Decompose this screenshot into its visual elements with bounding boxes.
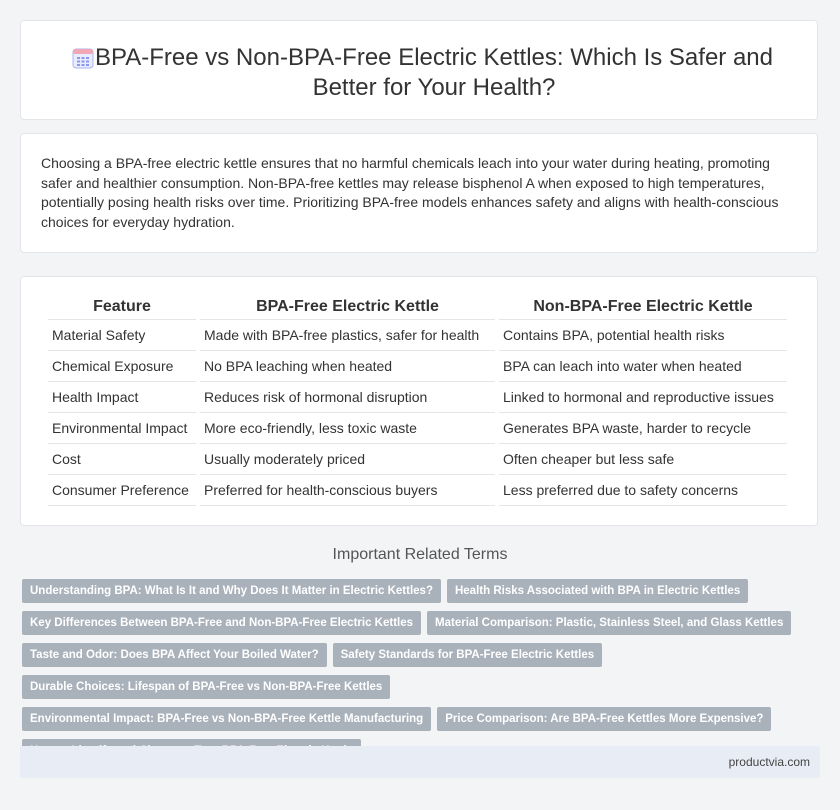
- non-bpa-free-cell: Contains BPA, potential health risks: [499, 320, 787, 351]
- related-terms-heading: Important Related Terms: [332, 546, 508, 563]
- table-row: [48, 475, 787, 506]
- feature-cell: Cost: [48, 444, 196, 475]
- related-term-tag[interactable]: Safety Standards for BPA-Free Electric Kettles: [333, 643, 603, 667]
- footer-bar: [20, 746, 820, 778]
- intro-paragraph: Choosing a BPA-free electric kettle ensures that no harmful chemicals leach into your water during heating, promoting safer and healthier consumption. Non-BPA-free kettles may release bisphenol A when exposed to high temperatures, potentially posing health risks over time. Prioritizing BPA-free models enhances safety and aligns with health-conscious choices for everyday hydration.: [41, 155, 779, 230]
- comparison-card: [20, 276, 818, 526]
- related-term-tag[interactable]: Environmental Impact: BPA-Free vs Non-BPA-Free Kettle Manufacturing: [22, 707, 431, 731]
- related-term-tag[interactable]: Key Differences Between BPA-Free and Non-BPA-Free Electric Kettles: [22, 611, 421, 635]
- related-term-tag[interactable]: Understanding BPA: What Is It and Why Does It Matter in Electric Kettles?: [22, 579, 441, 603]
- related-term-tag[interactable]: Health Risks Associated with BPA in Electric Kettles: [447, 579, 748, 603]
- bpa-free-cell: Usually moderately priced: [200, 444, 495, 475]
- footer-site-link[interactable]: productvia.com: [728, 755, 810, 769]
- non-bpa-free-cell: BPA can leach into water when heated: [499, 351, 787, 382]
- bpa-free-cell: Reduces risk of hormonal disruption: [200, 382, 495, 413]
- non-bpa-free-cell: Often cheaper but less safe: [499, 444, 787, 475]
- feature-cell: Chemical Exposure: [48, 351, 196, 382]
- feature-cell: Consumer Preference: [48, 475, 196, 506]
- related-term-tag[interactable]: Durable Choices: Lifespan of BPA-Free vs Non-BPA-Free Kettles: [22, 675, 390, 699]
- feature-cell: Environmental Impact: [48, 413, 196, 444]
- related-terms-list: [22, 579, 802, 763]
- bpa-free-cell: Made with BPA-free plastics, safer for health: [200, 320, 495, 351]
- related-term-tag[interactable]: Taste and Odor: Does BPA Affect Your Boiled Water?: [22, 643, 327, 667]
- table-row: [48, 320, 787, 351]
- related-term-tag[interactable]: Price Comparison: Are BPA-Free Kettles More Expensive?: [437, 707, 771, 731]
- related-term-tag[interactable]: Material Comparison: Plastic, Stainless Steel, and Glass Kettles: [427, 611, 791, 635]
- table-row: [48, 444, 787, 475]
- non-bpa-free-cell: Linked to hormonal and reproductive issues: [499, 382, 787, 413]
- feature-cell: Material Safety: [48, 320, 196, 351]
- comparison-table: [44, 295, 791, 506]
- non-bpa-free-cell: Less preferred due to safety concerns: [499, 475, 787, 506]
- feature-cell: Health Impact: [48, 382, 196, 413]
- non-bpa-free-cell: Generates BPA waste, harder to recycle: [499, 413, 787, 444]
- header-feature: Feature: [48, 295, 196, 320]
- header-non-bpa-free: Non-BPA-Free Electric Kettle: [499, 295, 787, 320]
- page-title: BPA-Free vs Non-BPA-Free Electric Kettles: Which Is Safer and Better for Your Health?: [95, 44, 773, 101]
- header-card: [20, 20, 818, 120]
- header-bpa-free: BPA-Free Electric Kettle: [200, 295, 495, 320]
- intro-card: [20, 133, 818, 253]
- bpa-free-cell: More eco-friendly, less toxic waste: [200, 413, 495, 444]
- table-row: [48, 382, 787, 413]
- table-row: [48, 413, 787, 444]
- bpa-free-cell: No BPA leaching when heated: [200, 351, 495, 382]
- table-row: [48, 351, 787, 382]
- bpa-free-cell: Preferred for health-conscious buyers: [200, 475, 495, 506]
- table-header-row: [48, 295, 787, 320]
